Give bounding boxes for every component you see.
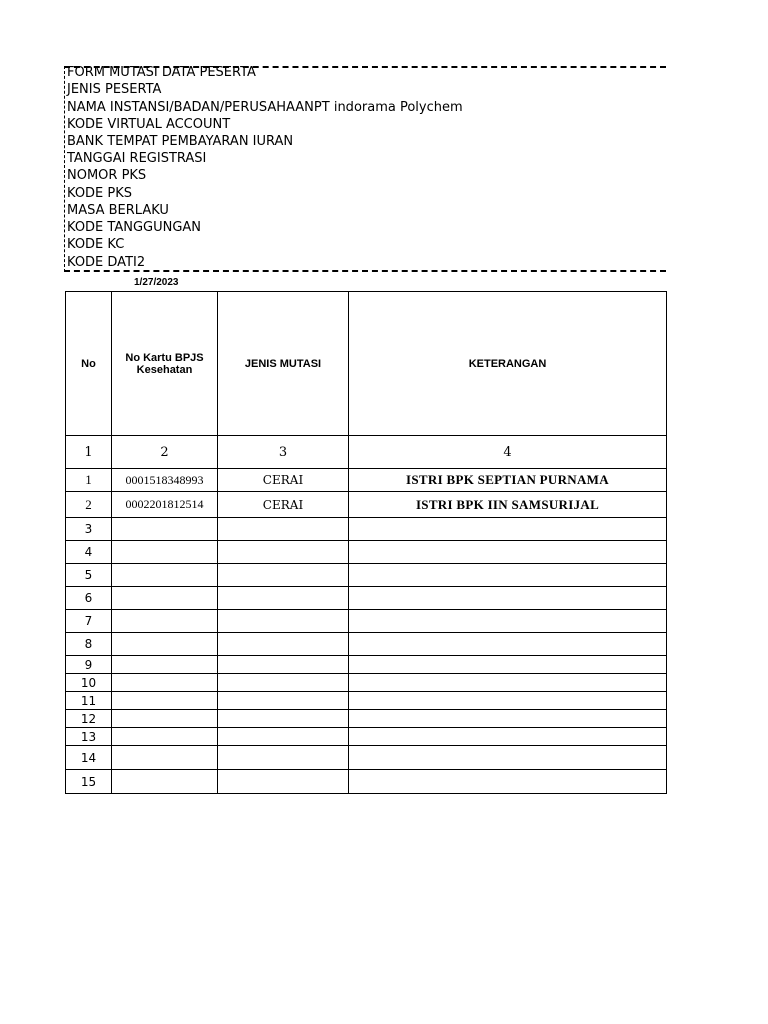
mutation-type: [218, 541, 349, 564]
mutation-type: [218, 610, 349, 633]
header-label: KODE TANGGUNGAN: [67, 220, 202, 235]
header-label: BANK TEMPAT PEMBAYARAN IURAN: [67, 134, 294, 149]
row-number: 15: [66, 770, 112, 794]
mutation-type: CERAI: [218, 492, 349, 518]
card-number: [112, 746, 218, 770]
column-header-mutation: JENIS MUTASI: [218, 292, 349, 436]
note: [349, 633, 667, 656]
table-header-row: [66, 292, 667, 436]
header-line-bank: [67, 134, 293, 149]
column-number: 1: [66, 436, 112, 469]
mutation-type: [218, 587, 349, 610]
card-number: [112, 674, 218, 692]
row-number: 9: [66, 656, 112, 674]
table-row: [66, 656, 667, 674]
column-header-note: KETERANGAN: [349, 292, 667, 436]
header-label: FORM MUTASI DATA PESERTA: [67, 65, 256, 80]
header-line-kode-kc: [67, 237, 124, 252]
note: [349, 746, 667, 770]
header-line-kode-pks: [67, 186, 132, 201]
mutation-type: [218, 746, 349, 770]
card-number: [112, 656, 218, 674]
card-number: [112, 692, 218, 710]
column-header-card: No Kartu BPJS Kesehatan: [112, 292, 218, 436]
card-number: [112, 610, 218, 633]
mutation-type: [218, 770, 349, 794]
table-row: [66, 564, 667, 587]
header-label: NOMOR PKS: [67, 168, 147, 183]
note: [349, 587, 667, 610]
note: [349, 692, 667, 710]
column-number: 2: [112, 436, 218, 469]
header-label: KODE DATI2: [67, 255, 146, 270]
row-number: 12: [66, 710, 112, 728]
mutation-type: [218, 728, 349, 746]
mutation-type: [218, 710, 349, 728]
column-number-row: [66, 436, 667, 469]
column-header-no: No: [66, 292, 112, 436]
note: [349, 656, 667, 674]
row-number: 3: [66, 518, 112, 541]
card-number: [112, 633, 218, 656]
table-row: [66, 692, 667, 710]
table-row: [66, 518, 667, 541]
header-label: TANGGAI REGISTRASI: [67, 151, 207, 166]
row-number: 2: [66, 492, 112, 518]
table-row: [66, 710, 667, 728]
table-row: [66, 746, 667, 770]
mutation-type: CERAI: [218, 469, 349, 492]
note: [349, 674, 667, 692]
header-line-jenis-peserta: [67, 82, 161, 97]
header-label: KODE VIRTUAL ACCOUNT: [67, 117, 231, 132]
row-number: 4: [66, 541, 112, 564]
mutation-type: [218, 518, 349, 541]
card-number: [112, 587, 218, 610]
row-number: 14: [66, 746, 112, 770]
table-row: [66, 587, 667, 610]
header-label: JENIS PESERTA: [67, 82, 162, 97]
note: [349, 610, 667, 633]
card-number: 0001518348993: [112, 469, 218, 492]
card-number: [112, 564, 218, 587]
mutation-type: [218, 564, 349, 587]
mutation-type: [218, 674, 349, 692]
table-row: [66, 469, 667, 492]
mutation-type: [218, 656, 349, 674]
header-value: PT indorama Polychem: [313, 100, 463, 115]
header-label: MASA BERLAKU: [67, 203, 169, 218]
row-number: 1: [66, 469, 112, 492]
table-row: [66, 674, 667, 692]
table-row: [66, 728, 667, 746]
table-row: [66, 492, 667, 518]
column-number: 4: [349, 436, 667, 469]
card-number: [112, 710, 218, 728]
header-label: KODE PKS: [67, 186, 133, 201]
card-number: [112, 770, 218, 794]
note: ISTRI BPK SEPTIAN PURNAMA: [349, 469, 667, 492]
form-date: 1/27/2023: [134, 277, 179, 288]
header-label: KODE KC: [67, 237, 125, 252]
mutation-table: [65, 291, 667, 794]
card-number: [112, 518, 218, 541]
note: [349, 710, 667, 728]
note: [349, 541, 667, 564]
card-number: [112, 541, 218, 564]
note: ISTRI BPK IIN SAMSURIJAL: [349, 492, 667, 518]
table-row: [66, 770, 667, 794]
card-number: 0002201812514: [112, 492, 218, 518]
row-number: 13: [66, 728, 112, 746]
row-number: 8: [66, 633, 112, 656]
mutation-type: [218, 692, 349, 710]
row-number: 6: [66, 587, 112, 610]
header-line-nama-instansi: [67, 100, 463, 115]
row-number: 10: [66, 674, 112, 692]
header-line-form: [67, 65, 256, 80]
note: [349, 564, 667, 587]
note: [349, 770, 667, 794]
table-row: [66, 633, 667, 656]
note: [349, 728, 667, 746]
mutation-type: [218, 633, 349, 656]
card-number: [112, 728, 218, 746]
row-number: 5: [66, 564, 112, 587]
table-row: [66, 610, 667, 633]
header-line-kode-dati2: [67, 255, 145, 270]
note: [349, 518, 667, 541]
header-line-nomor-pks: [67, 168, 146, 183]
header-label: NAMA INSTANSI/BADAN/PERUSAHAAN: [67, 100, 314, 115]
header-line-kode-va: [67, 117, 230, 132]
header-line-tanggal: [67, 151, 206, 166]
row-number: 7: [66, 610, 112, 633]
header-line-masa-berlaku: [67, 203, 169, 218]
table-row: [66, 541, 667, 564]
row-number: 11: [66, 692, 112, 710]
column-number: 3: [218, 436, 349, 469]
header-line-kode-tanggungan: [67, 220, 201, 235]
